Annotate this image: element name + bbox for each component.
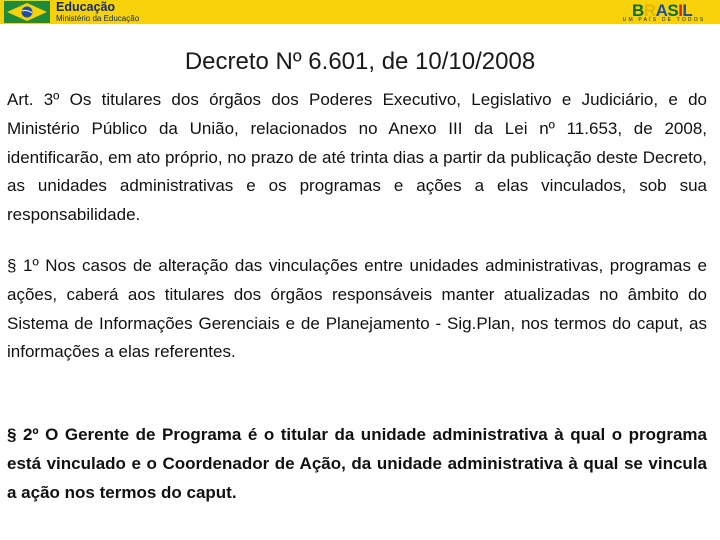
paragraph-2: § 2º O Gerente de Programa é o titular da unidade administrativa à qual o programa está vinculado e o Coordenador de Ação, da unidade administrativa à qual se vincula a ação nos termos do caput.: [7, 425, 707, 502]
brazil-flag-icon: [4, 1, 50, 23]
header-bar: [0, 0, 720, 24]
brasil-wordmark: BRASIL: [632, 1, 693, 20]
logo-tagline: UM PAÍS DE TODOS: [622, 17, 706, 23]
paragraph-1: § 1º Nos casos de alteração das vinculações entre unidades administrativas, programas e ações, caberá aos titulares dos órgãos responsáveis manter atualizadas no âmbito do Sistema de Informações Gerenciais e de Planejamento - Sig.Plan, nos termos do caput, as informações a elas referentes.: [7, 256, 707, 362]
logo-subtitle: Ministério da Educação: [56, 13, 140, 23]
document-title: Decreto Nº 6.601, de 10/10/2008: [184, 48, 536, 75]
article-paragraph: Art. 3º Os titulares dos órgãos dos Poderes Executivo, Legislativo e Judiciário, e do Ministério Público da União, relacionados no Anexo III da Lei nº 11.653, de 2008, identificarão, em ato próprio, no prazo de até trinta dias a partir da publicação deste Decreto, as unidades administrativas e os programas e ações a elas vinculados, sob sua responsabilidade.: [7, 90, 707, 225]
logo-title: Educação: [56, 0, 116, 15]
ministry-logo: [4, 0, 139, 24]
government-logo: [614, 0, 714, 24]
